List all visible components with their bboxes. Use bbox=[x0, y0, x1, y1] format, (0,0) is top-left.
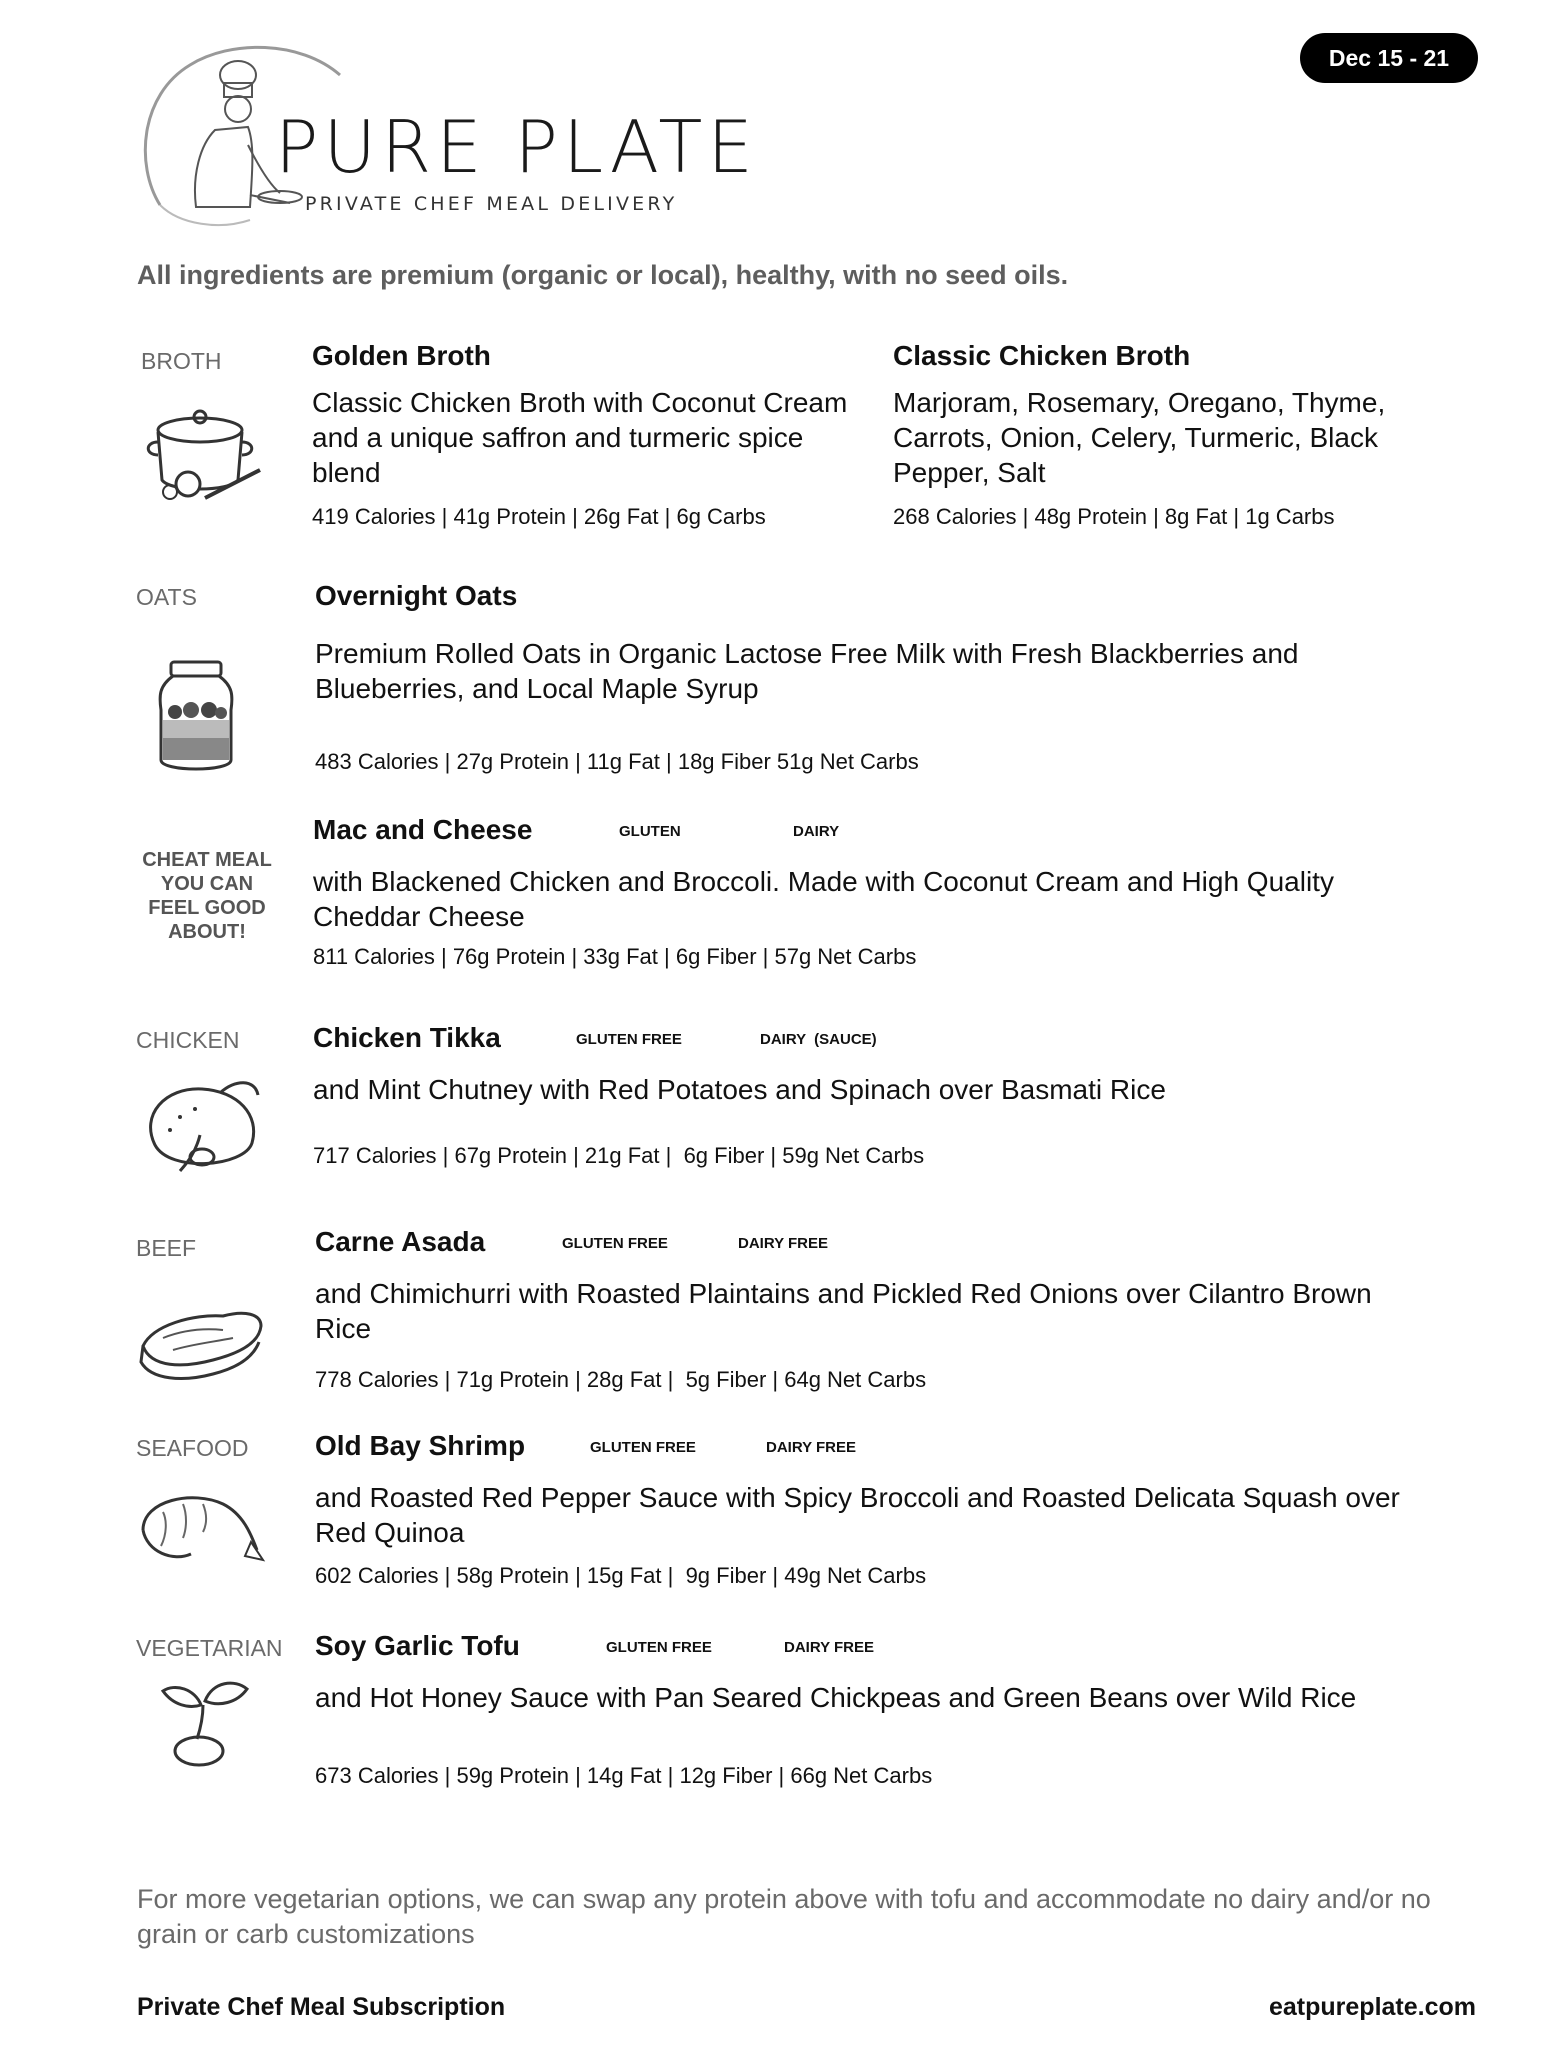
carne-asada-description: and Chimichurri with Roasted Plaintains and Pickled Red Onions over Cilantro Brown Rice bbox=[315, 1278, 1372, 1344]
tagline: All ingredients are premium (organic or local), healthy, with no seed oils. bbox=[137, 260, 1069, 290]
soy-garlic-tofu-tag-gluten: GLUTEN FREE bbox=[606, 1639, 712, 1656]
sprout-icon bbox=[155, 1675, 250, 1770]
broth-1-description: Classic Chicken Broth with Coconut Cream and a unique saffron and turmeric spice blend bbox=[312, 387, 848, 488]
oats-description: Premium Rolled Oats in Organic Lactose Free Milk with Fresh Blackberries and Blueberries, and Local Maple Syrup bbox=[315, 638, 1299, 704]
old-bay-shrimp-tag-dairy: DAIRY FREE bbox=[766, 1439, 857, 1456]
oats-title: Overnight Oats bbox=[315, 580, 518, 611]
jar-icon bbox=[155, 660, 240, 778]
carne-asada-tag-gluten: GLUTEN FREE bbox=[562, 1235, 668, 1252]
chicken-tikka-title: Chicken Tikka bbox=[313, 1022, 501, 1053]
carne-asada-stats: 778 Calories | 71g Protein | 28g Fat | 5g Fiber | 64g Net Carbs bbox=[315, 1367, 927, 1392]
brand-name: PURE PLATE bbox=[275, 105, 758, 189]
category-oats: OATS bbox=[136, 584, 197, 610]
broth-1-title: Golden Broth bbox=[312, 340, 491, 371]
mac-cheese-title: Mac and Cheese bbox=[313, 814, 533, 845]
mac-cheese-stats: 811 Calories | 76g Protein | 33g Fat | 6g Fiber | 57g Net Carbs bbox=[313, 944, 917, 969]
soy-garlic-tofu-description: and Hot Honey Sauce with Pan Seared Chickpeas and Green Beans over Wild Rice bbox=[315, 1682, 1357, 1713]
category-chicken: CHICKEN bbox=[136, 1027, 240, 1053]
category-vegetarian: VEGETARIAN bbox=[136, 1635, 283, 1661]
soup-pot-icon bbox=[140, 400, 265, 510]
mac-cheese-tag-gluten: GLUTEN bbox=[619, 823, 681, 840]
chicken-tikka-description: and Mint Chutney with Red Potatoes and Spinach over Basmati Rice bbox=[313, 1074, 1166, 1105]
broth-2-stats: 268 Calories | 48g Protein | 8g Fat | 1g Carbs bbox=[893, 504, 1335, 529]
footer-website-link[interactable]: eatpureplate.com bbox=[1268, 1993, 1476, 2021]
soy-garlic-tofu-title: Soy Garlic Tofu bbox=[315, 1630, 520, 1661]
roast-chicken-icon bbox=[140, 1075, 265, 1175]
chicken-tikka-tag-gluten: GLUTEN FREE bbox=[576, 1031, 682, 1048]
broth-2-title: Classic Chicken Broth bbox=[893, 340, 1191, 371]
mac-cheese-description: with Blackened Chicken and Broccoli. Made with Coconut Cream and High Quality Cheddar Cheese bbox=[313, 866, 1334, 932]
old-bay-shrimp-description: and Roasted Red Pepper Sauce with Spicy Broccoli and Roasted Delicata Squash over Red Quinoa bbox=[315, 1482, 1400, 1548]
broth-1-stats: 419 Calories | 41g Protein | 26g Fat | 6g Carbs bbox=[312, 504, 766, 529]
mac-cheese-tag-dairy: DAIRY bbox=[793, 823, 840, 840]
soy-garlic-tofu-stats: 673 Calories | 59g Protein | 14g Fat | 12g Fiber | 66g Net Carbs bbox=[315, 1763, 933, 1788]
broth-2-description: Marjoram, Rosemary, Oregano, Thyme, Carrots, Onion, Celery, Turmeric, Black Pepper, Salt bbox=[893, 387, 1386, 488]
soy-garlic-tofu-tag-dairy: DAIRY FREE bbox=[784, 1639, 875, 1656]
steak-icon bbox=[133, 1300, 268, 1390]
brand-subtitle: PRIVATE CHEF MEAL DELIVERY bbox=[305, 193, 678, 215]
chicken-tikka-tag-dairy: DAIRY (SAUCE) bbox=[760, 1031, 877, 1048]
carne-asada-tag-dairy: DAIRY FREE bbox=[738, 1235, 829, 1252]
old-bay-shrimp-stats: 602 Calories | 58g Protein | 15g Fat | 9g Fiber | 49g Net Carbs bbox=[315, 1563, 927, 1588]
category-seafood: SEAFOOD bbox=[136, 1435, 249, 1461]
old-bay-shrimp-title: Old Bay Shrimp bbox=[315, 1430, 526, 1461]
old-bay-shrimp-tag-gluten: GLUTEN FREE bbox=[590, 1439, 696, 1456]
carne-asada-title: Carne Asada bbox=[315, 1226, 486, 1257]
category-cheat-meal: CHEAT MEAL YOU CAN FEEL GOOD ABOUT! bbox=[142, 849, 272, 943]
oats-stats: 483 Calories | 27g Protein | 11g Fat | 18g Fiber 51g Net Carbs bbox=[315, 749, 919, 774]
footer-note: For more vegetarian options, we can swap any protein above with tofu and accommodate no dairy and/or no grain or carb customizations bbox=[137, 1884, 1431, 1949]
chicken-tikka-stats: 717 Calories | 67g Protein | 21g Fat | 6g Fiber | 59g Net Carbs bbox=[313, 1143, 925, 1168]
shrimp-icon bbox=[133, 1490, 268, 1570]
category-broth: BROTH bbox=[141, 348, 222, 374]
date-badge: Dec 15 - 21 bbox=[1300, 33, 1478, 83]
category-beef: BEEF bbox=[136, 1235, 197, 1261]
footer-subscription: Private Chef Meal Subscription bbox=[137, 1993, 506, 2021]
